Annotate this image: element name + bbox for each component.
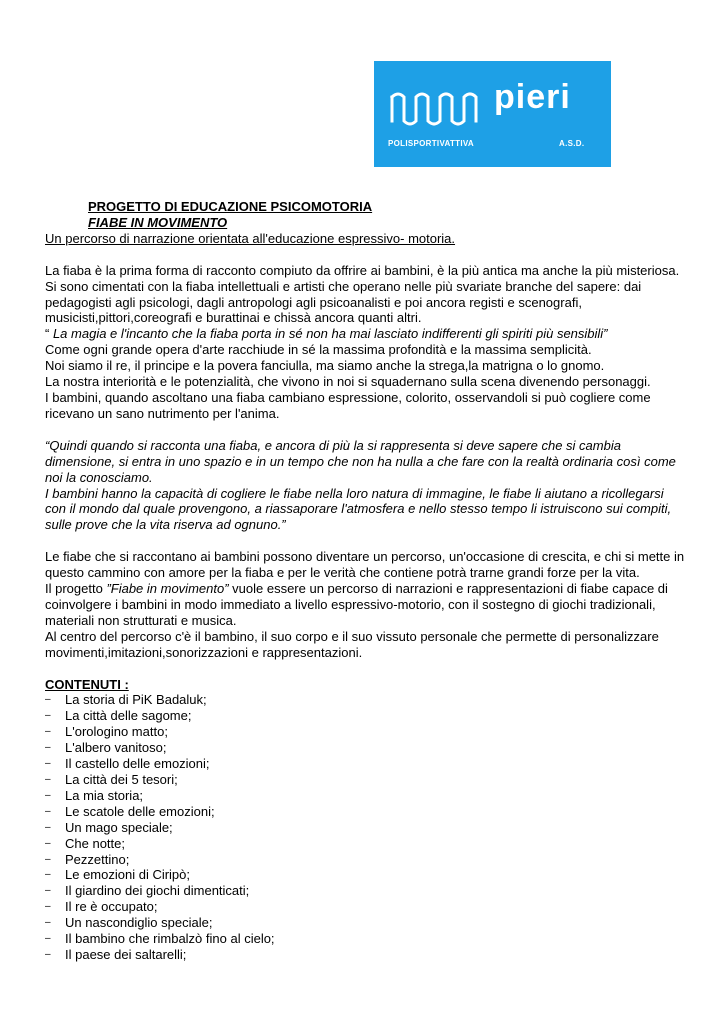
logo-name: pieri: [494, 78, 571, 116]
list-item: – La città dei 5 tesori;: [45, 772, 685, 788]
body-paragraph: Al centro del percorso c'è il bambino, il suo corpo e il suo vissuto personale che permette di personalizzare movimenti,imitazioni,sonorizzazioni e rappresentazioni.: [45, 628, 659, 660]
body-paragraph: Il progetto ”Fiabe in movimento” vuole essere un percorso di narrazioni e rappresentazioni di fiabe capace di coinvolgere i bambini in modo immediato a livello espressivo-motorio, con il sostegno di giochi tradizionali, materiali non strutturati e musica.: [45, 581, 668, 628]
list-item: – Le emozioni di Ciripò;: [45, 867, 685, 883]
page-title: PROGETTO DI EDUCAZIONE PSICOMOTORIA: [88, 199, 373, 214]
document-body: [45, 199, 685, 963]
list-item: – Un nascondiglio speciale;: [45, 915, 685, 931]
body-paragraph: Noi siamo il re, il principe e la povera fanciulla, ma siamo anche la strega,la matrigna o lo gnomo.: [45, 358, 605, 374]
list-item: – Il re è occupato;: [45, 899, 685, 915]
intro-paragraph: Si sono cimentati con la fiaba intellettuali e artisti che operano nelle più svariate branche del sapere: dai pedagogisti agli psicologi, dagli antropologi agli psicoanalisti e poi ancora registi e scenografi, musicisti,pittori,coreografi e burattinai e chissà ancora quanti altri.: [45, 278, 642, 326]
contents-heading: CONTENUTI :: [45, 676, 129, 692]
quote-paragraph: “Quindi quando si racconta una fiaba, e ancora di più la si rappresenta si deve sapere che si cambia dimensione, si entra in uno spazio e in un tempo che non ha nulla a che fare con la realtà ordinaria così come noi la conosciamo.: [45, 437, 676, 485]
logo-subtitle: POLISPORTIVATTIVA: [388, 139, 474, 148]
body-paragraph: Le fiabe che si raccontano ai bambini possono diventare un percorso, un'occasione di crescita, e chi si mette in questo cammino con amore per la fiaba e per le verità che contiene potrà trarne grandi forze per la vita.: [45, 549, 685, 581]
body-paragraph: Come ogni grande opera d'arte racchiude in sé la massima profondità e la massima semplicità.: [45, 342, 592, 358]
list-item: – L'orologino matto;: [45, 724, 685, 740]
list-item: – Il castello delle emozioni;: [45, 756, 685, 772]
body-paragraph: La nostra interiorità e le potenzialità, che vivono in noi si squadernano sulla scena divenendo personaggi.: [45, 374, 651, 390]
quote-paragraph: I bambini hanno la capacità di cogliere le fiabe nella loro natura di immagine, le fiabe li aiutano a ricollegarsi con il mondo dal quale provengono, a riassaporare l'atmosfera e nello stesso tempo li istruiscono sui compiti, sulle prove che la vita riserva ad ognuno.”: [45, 485, 672, 533]
contents-list: [45, 692, 685, 962]
list-item: – Il paese dei saltarelli;: [45, 947, 685, 963]
intro-paragraph: La fiaba è la prima forma di racconto compiuto da offrire ai bambini, è la più antica ma anche la più misteriosa.: [45, 262, 680, 278]
list-item: – Il giardino dei giochi dimenticati;: [45, 883, 685, 899]
list-item: – Le scatole delle emozioni;: [45, 804, 685, 820]
page-subtitle: FIABE IN MOVIMENTO: [88, 214, 228, 230]
logo-suffix: A.S.D.: [559, 139, 585, 148]
list-item: – L'albero vanitoso;: [45, 740, 685, 756]
list-item: – La città delle sagome;: [45, 708, 685, 724]
list-item: – Che notte;: [45, 836, 685, 852]
list-item: – La mia storia;: [45, 788, 685, 804]
list-item: – Pezzettino;: [45, 852, 685, 868]
list-item: – Il bambino che rimbalzò fino al cielo;: [45, 931, 685, 947]
polisportiva-logo: [374, 61, 611, 167]
list-item: – Un mago speciale;: [45, 820, 685, 836]
body-paragraph: I bambini, quando ascoltano una fiaba cambiano espressione, colorito, osservandoli si può cogliere come ricevano un sano nutrimento per l'anima.: [45, 389, 651, 421]
tagline: Un percorso di narrazione orientata all'educazione espressivo- motoria.: [45, 230, 456, 246]
list-item: – La storia di PiK Badaluk;: [45, 692, 685, 708]
quote-line: “ La magia e l'incanto che la fiaba porta in sé non ha mai lasciato indifferenti gli spiriti più sensibili”: [45, 326, 608, 342]
